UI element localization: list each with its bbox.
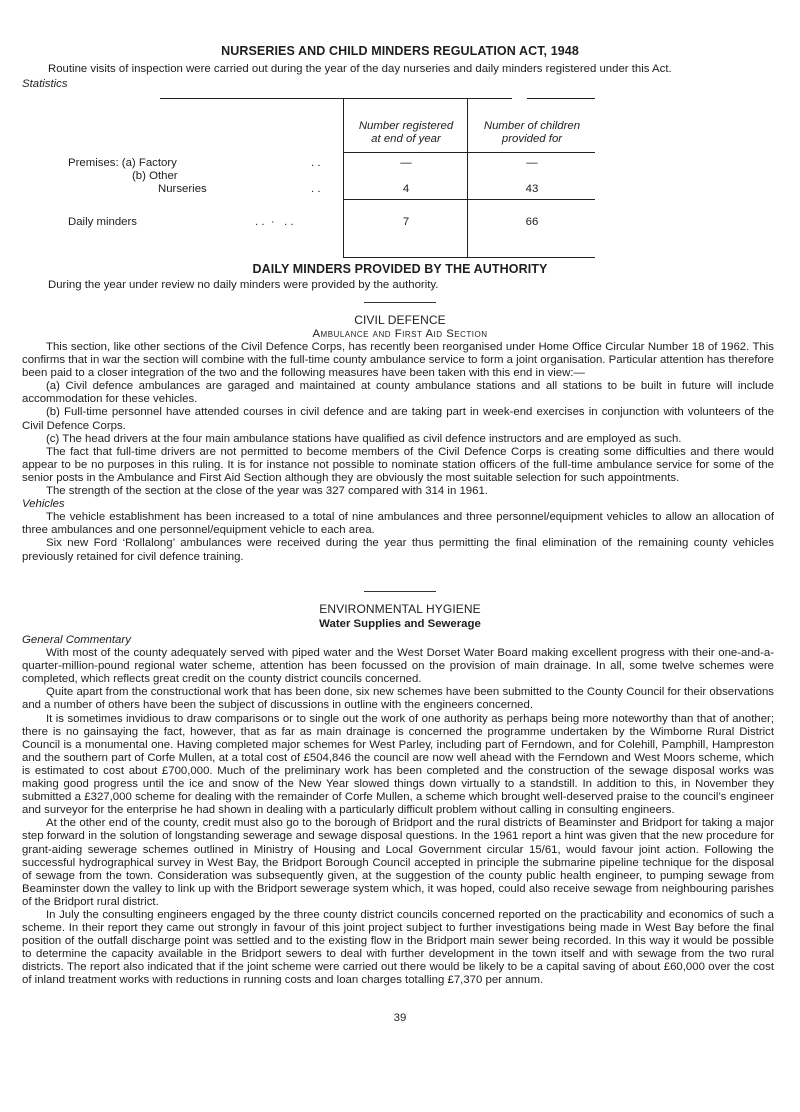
row-nurseries-dots: . .: [311, 183, 321, 195]
row-premises-factory-label: Premises: (a) Factory: [68, 157, 177, 169]
civil-defence-p2: The fact that full-time drivers are not permitted to become members of the Civil Defence Corps is creating some difficulties and there would appear to be no purposes in this ruling. It is for instance not possible to nominate station officers of the full-time ambulance service for some of the senior posts in the Ambulance and First Aid Section although they are obviously the most suitable selection for such appointments.: [22, 445, 774, 484]
general-commentary-label: General Commentary: [22, 634, 131, 646]
civil-defence-subheading: Ambulance and First Aid Section: [312, 328, 488, 340]
row-premises-factory-registered: —: [400, 157, 412, 169]
daily-minders-heading: DAILY MINDERS PROVIDED BY THE AUTHORITY: [252, 262, 548, 276]
row-other-label: (b) Other: [132, 170, 178, 182]
environmental-p3: It is sometimes invidious to draw comparisons or to single out the work of one authority as perhaps being more noteworthy than that of another; there is no gainsaying the fact, however, that as far as main drainage is concerned the programme undertaken by the Wimborne Rural District Council is a monumental one. Having completed major schemes for West Parley, including part of Ferndown, and for Colehill, Pamphill, Hampreston and the southern part of Corfe Mullen, at a total cost of £504,846 the council are now well ahead with the Ferndown and West Moors scheme, which is estimated to cost about £700,000. Much of the preliminary work has been completed and the construction of the sewage disposal works was making good progress until the ice and snow of the New Year slowed things down virtually to a standstill. In addition to this, in November they submitted a £327,000 scheme for dealing with the remainder of Corfe Mullen, a scheme which brought well-deserved praise to the council’s engineer and surveyor for the enterprise he had shown in dealing with a particularly difficult problem without calling in consulting engineers.: [22, 712, 774, 817]
row-daily-minders-label: Daily minders: [68, 216, 137, 228]
environmental-heading: ENVIRONMENTAL HYGIENE: [319, 602, 481, 616]
table-row-rule: [343, 199, 595, 200]
civil-defence-p3: The strength of the section at the close of the year was 327 compared with 314 in 1961.: [46, 485, 488, 498]
table-bottom-rule: [343, 257, 595, 258]
col-registered-header: Number registered at end of year: [358, 120, 454, 145]
row-nurseries-label: Nurseries: [158, 183, 207, 195]
table-top-rule-right: [527, 98, 595, 99]
environmental-subheading: Water Supplies and Sewerage: [319, 618, 481, 630]
row-premises-factory-children: —: [526, 157, 538, 169]
section-divider-2: [364, 591, 436, 592]
civil-defence-pb: (b) Full-time personnel have attended courses in civil defence and are taking part in week-end exercises in conjunction with volunteers of the Civil Defence Corps.: [22, 406, 774, 432]
environmental-body: [22, 634, 774, 988]
page-number: 39: [393, 1012, 407, 1024]
row-daily-minders-registered: 7: [402, 216, 410, 228]
environmental-p5: In July the consulting engineers engaged by the three county district councils concerned reported on the practicability and economics of such a scheme. In their report they came out strongly in favour of this joint project subject to further investigations being made in West Bay before the final position of the outfall discharge point was settled and to the existing flow in the Bridport main sewer being recorded. In this way it would be possible to determine the capacity available in the Bridport sewers to deal with further development in the town itself and with sewage from the two rural districts. The report also indicated that if the joint scheme were carried out there would be likely to be a capital saving of about £60,000 over the cost of inland treatment works with reductions in running costs and loan charges totalling £7,370 per annum.: [22, 908, 774, 987]
section-divider: [364, 302, 436, 303]
civil-defence-heading: CIVIL DEFENCE: [354, 313, 446, 327]
civil-defence-body: [22, 341, 774, 564]
civil-defence-p1: This section, like other sections of the Civil Defence Corps, has recently been reorganised under Home Office Circular Number 18 of 1962. This confirms that in war the section will combine with the full-time county ambulance service to form a joint organisation. Particular attention has therefore been paid to a closer integration of the two and the following measures have been taken with this end in view:—: [22, 341, 774, 380]
civil-defence-pc: (c) The head drivers at the four main ambulance stations have qualified as civil defence instructors and are employed as such.: [46, 432, 682, 445]
row-daily-minders-dots: . . · . .: [255, 216, 294, 228]
table-vline-1: [343, 99, 344, 258]
environmental-p4: At the other end of the county, credit must also go to the borough of Bridport and the rural districts of Beaminster and Bridport for taking a major step forward in the solution of longstanding sewerage and sewage disposal questions. In the 1961 report a hint was given that the new procedure for grant-aiding sewerage schemes outlined in Ministry of Housing and Local Government circular 15/61, would favour joint action. Following the successful hydrographical survey in West Bay, the Bridport Borough Council accepted in principle the submarine pipeline technique for the disposal of sewage from the town. Consideration was subsequently given, at the suggestion of the county public health engineer, to pumping sewage from Beaminster down the valley to link up with the Bridport sewerage system which, it was hoped, could also receive sewage from neighbouring parishes of the Bridport rural district.: [22, 817, 774, 908]
vehicles-p1: The vehicle establishment has been increased to a total of nine ambulances and three personnel/equipment vehicles to allow an allocation of three ambulances and one personnel/equipment vehicle to each area.: [22, 511, 774, 537]
environmental-p1: With most of the county adequately served with piped water and the West Dorset Water Board making excellent progress with their one-and-a-quarter-million-pound regional water scheme, attention has been focussed on the provision of main drainage. In all, some twelve schemes were completed, which reflects great credit on the county district councils concerned.: [22, 647, 774, 686]
table-vline-2: [467, 99, 468, 258]
environmental-p2: Quite apart from the constructional work that has been done, six new schemes have been submitted to the County Council for their observations and a number of others have been the subject of discussions in outline with the engineers concerned.: [22, 686, 774, 712]
row-daily-minders-children: 66: [525, 216, 539, 228]
col-children-header: Number of children provided for: [483, 120, 581, 145]
daily-minders-text: During the year under review no daily minders were provided by the authority.: [48, 279, 439, 291]
row-nurseries-children: 43: [525, 183, 539, 195]
row-nurseries-registered: 4: [402, 183, 410, 195]
vehicles-p2: Six new Ford ‘Rollalong’ ambulances were received during the year thus permitting the final elimination of the remaining county vehicles previously retained for civil defence training.: [22, 537, 774, 563]
vehicles-label: Vehicles: [22, 498, 65, 511]
civil-defence-pa: (a) Civil defence ambulances are garaged and maintained at county ambulance stations and all stations to be built in future will include accommodation for these vehicles.: [22, 380, 774, 406]
table-header-rule: [343, 152, 595, 153]
intro-text: Routine visits of inspection were carried out during the year of the day nurseries and daily minders registered under this Act.: [48, 63, 672, 75]
page-title: NURSERIES AND CHILD MINDERS REGULATION ACT, 1948: [221, 44, 579, 58]
table-top-rule: [160, 98, 512, 99]
row-premises-factory-dots: . .: [311, 157, 321, 169]
statistics-label: Statistics: [22, 78, 68, 90]
